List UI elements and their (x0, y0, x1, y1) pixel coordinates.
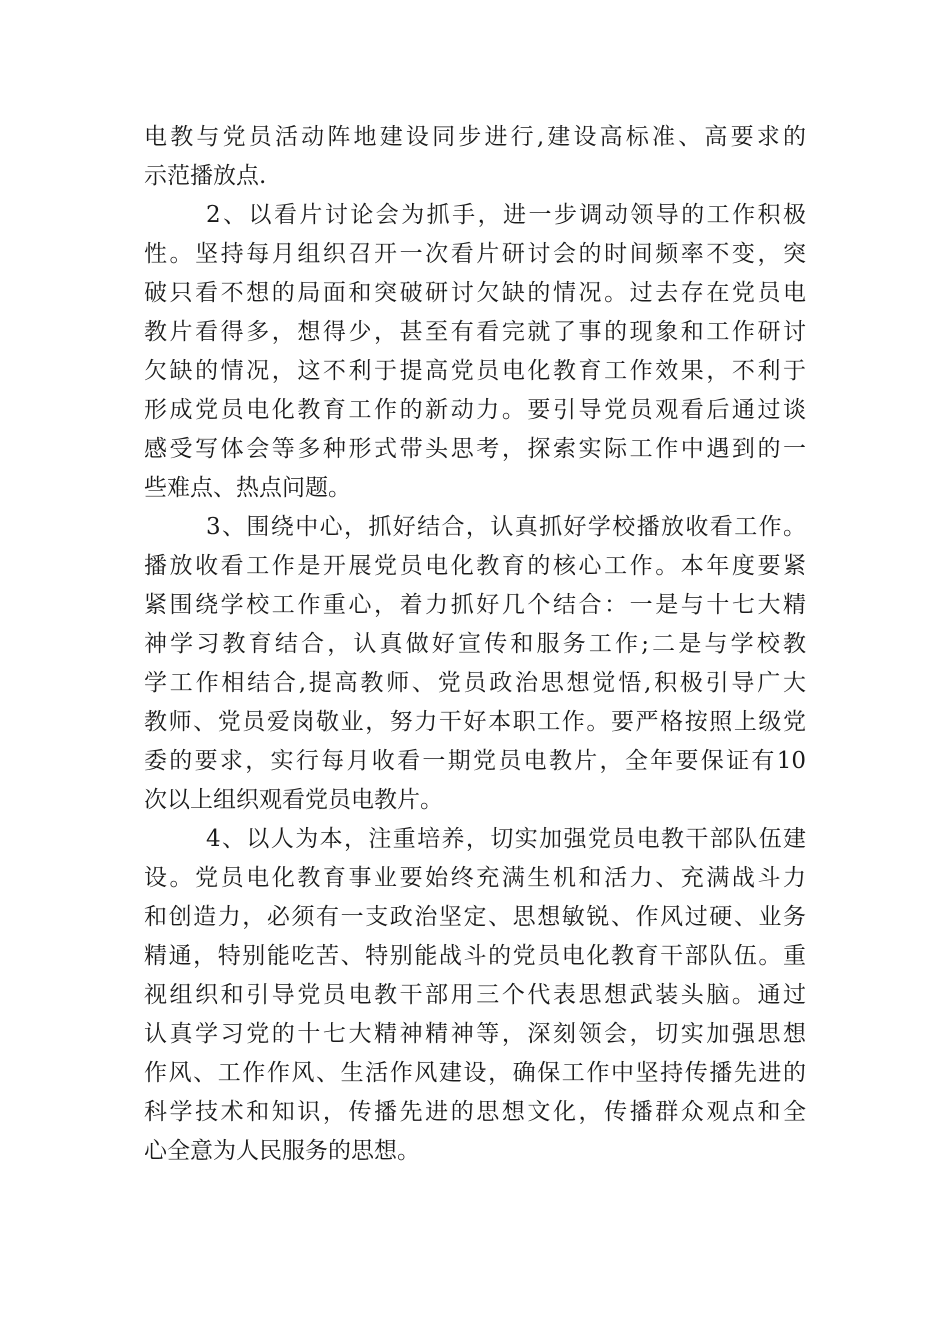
text-line: 和创造力，必须有一支政治坚定、思想敏锐、作风过硬、业务 (144, 904, 806, 930)
text-line: 设。党员电化教育事业要始终充满生机和活力、充满战斗力 (144, 865, 806, 891)
text-line: 科学技术和知识，传播先进的思想文化，传播群众观点和全 (144, 1099, 806, 1125)
text-line: 学工作相结合,提高教师、党员政治思想觉悟,积极引导广大 (144, 670, 806, 696)
text-line: 紧围绕学校工作重心，着力抓好几个结合：一是与十七大精 (144, 592, 806, 618)
text-line: 欠缺的情况，这不利于提高党员电化教育工作效果，不利于 (144, 358, 806, 384)
text-line: 视组织和引导党员电教干部用三个代表思想武装头脑。通过 (144, 982, 806, 1008)
text-line: 电教与党员活动阵地建设同步进行,建设高标准、高要求的 (144, 124, 806, 150)
text-line: 神学习教育结合，认真做好宣传和服务工作;二是与学校教 (144, 631, 806, 657)
text-line: 性。坚持每月组织召开一次看片研讨会的时间频率不变，突 (144, 241, 806, 267)
text-line: 精通，特别能吃苦、特别能战斗的党员电化教育干部队伍。重 (144, 943, 806, 969)
text-line: 心全意为人民服务的思想。 (144, 1138, 420, 1164)
text-line: 破只看不想的局面和突破研讨欠缺的情况。过去存在党员电 (144, 280, 806, 306)
text-line: 2、以看片讨论会为抓手，进一步调动领导的工作积极 (206, 202, 806, 228)
text-line: 认真学习党的十七大精神精神等，深刻领会，切实加强思想 (144, 1021, 806, 1047)
text-line: 4、以人为本，注重培养，切实加强党员电教干部队伍建 (206, 826, 806, 852)
document-body-text (144, 118, 806, 1171)
text-line: 示范播放点. (144, 163, 267, 189)
text-line: 教片看得多，想得少，甚至有看完就了事的现象和工作研讨 (144, 319, 806, 345)
text-line: 教师、党员爱岗敬业，努力干好本职工作。要严格按照上级党 (144, 709, 806, 735)
text-line: 播放收看工作是开展党员电化教育的核心工作。本年度要紧 (144, 553, 806, 579)
text-line: 作风、工作作风、生活作风建设，确保工作中坚持传播先进的 (144, 1060, 806, 1086)
text-line: 感受写体会等多种形式带头思考，探索实际工作中遇到的一 (144, 436, 806, 462)
text-line: 3、围绕中心，抓好结合，认真抓好学校播放收看工作。 (206, 514, 806, 540)
text-line: 些难点、热点问题。 (144, 475, 351, 501)
text-line: 次以上组织观看党员电教片。 (144, 787, 443, 813)
text-line: 形成党员电化教育工作的新动力。要引导党员观看后通过谈 (144, 397, 806, 423)
text-line: 委的要求，实行每月收看一期党员电教片，全年要保证有10 (144, 748, 806, 774)
